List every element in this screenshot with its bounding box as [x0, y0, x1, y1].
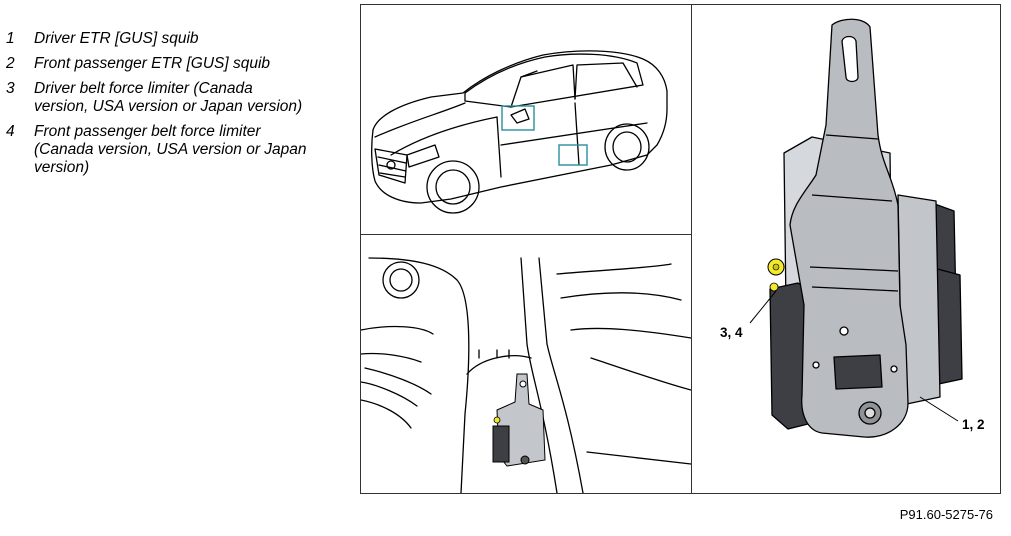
figure-id: P91.60-5275-76 [899, 507, 993, 522]
illustration-figure [360, 4, 1001, 494]
legend-item-4 [6, 123, 346, 177]
interior-panel [361, 234, 692, 493]
legend-text: Front passenger belt force limiter (Canada version, USA version or Japan version) [34, 123, 307, 176]
callout-label-3-4: 3, 4 [720, 325, 743, 340]
legend-text: Driver ETR [GUS] squib [34, 30, 199, 47]
callout-label-1-2: 1, 2 [962, 417, 985, 432]
legend-item-1 [6, 30, 346, 48]
car-illustration-icon [361, 5, 691, 234]
legend-item-3 [6, 80, 346, 116]
module-panel [692, 5, 1000, 493]
legend-text: Driver belt force limiter (Canada version, USA version or Japan version) [34, 80, 303, 115]
legend-text: Front passenger ETR [GUS] squib [34, 55, 271, 72]
car-panel [361, 5, 692, 235]
legend-number: 1 [6, 30, 15, 47]
legend-number: 3 [6, 80, 15, 97]
legend-list [6, 30, 346, 184]
legend-number: 4 [6, 123, 15, 140]
retractor-module-illustration-icon [692, 5, 1000, 493]
legend-number: 2 [6, 55, 15, 72]
legend-item-2 [6, 55, 346, 73]
interior-illustration-icon [361, 234, 691, 493]
